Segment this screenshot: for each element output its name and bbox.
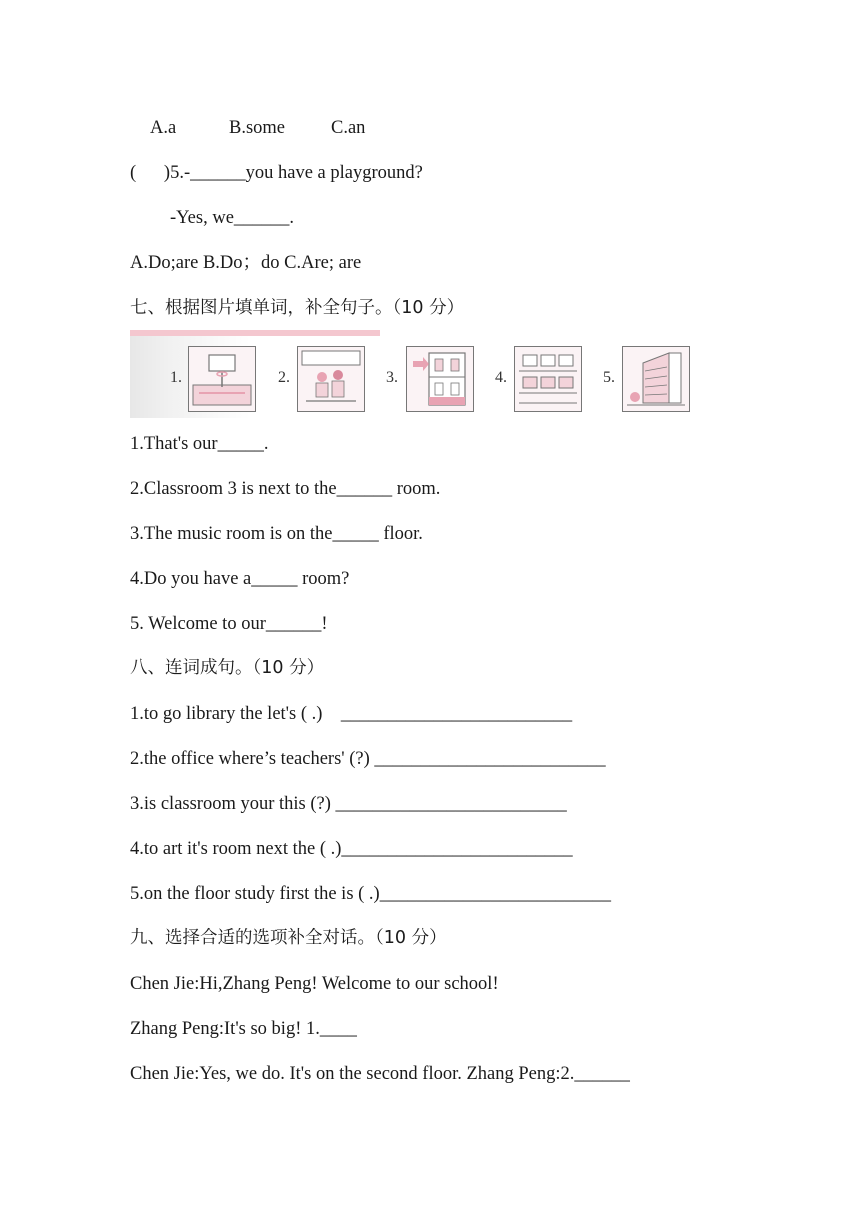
s7-sentence-3: 3.The music room is on the_____ floor. <box>130 524 423 544</box>
basketball-court-icon <box>188 346 256 412</box>
picture-strip <box>130 330 690 418</box>
s8-item-4: 4.to art it's room next the ( .)_________________________ <box>130 839 573 859</box>
s7-sentence-4: 4.Do you have a_____ room? <box>130 569 350 589</box>
s8-item-5: 5.on the floor study first the is ( .)_________________________ <box>130 884 611 904</box>
building-floor-icon <box>406 346 474 412</box>
s9-line-2: Zhang Peng:It's so big! 1.____ <box>130 1019 357 1039</box>
computer-room-icon <box>514 346 582 412</box>
s8-item-2: 2.the office where’s teachers' (?) _________________________ <box>130 749 606 769</box>
section8-heading: 八、连词成句。（10 分） <box>130 658 325 678</box>
s7-sentence-5: 5. Welcome to our______! <box>130 614 328 634</box>
s7-sentence-2: 2.Classroom 3 is next to the______ room. <box>130 479 441 499</box>
option-a: A.a <box>150 118 177 138</box>
s8-item-3: 3.is classroom your this (?) _________________________ <box>130 794 567 814</box>
picture-number-1: 1. <box>170 369 182 386</box>
section9-heading: 九、选择合适的选项补全对话。（10 分） <box>130 928 447 948</box>
school-building-icon <box>622 346 690 412</box>
q5-answer-line: -Yes, we______. <box>170 208 295 228</box>
cropped-header-bar <box>130 330 380 336</box>
q5-options: A.Do;are B.Do；do C.Are; are <box>130 253 362 273</box>
picture-number-3: 3. <box>386 369 398 386</box>
picture-number-5: 5. <box>603 369 615 386</box>
q5-question: ( )5.-______you have a playground? <box>130 163 423 183</box>
picture-number-4: 4. <box>495 369 507 386</box>
s9-line-1: Chen Jie:Hi,Zhang Peng! Welcome to our school! <box>130 974 499 994</box>
picture-number-2: 2. <box>278 369 290 386</box>
s8-item-1: 1.to go library the let's ( .) _________________________ <box>130 704 573 724</box>
option-c: C.an <box>331 118 366 138</box>
section7-heading: 七、根据图片填单词，补全句子。（10 分） <box>130 298 465 318</box>
option-b: B.some <box>229 118 286 138</box>
s9-line-3: Chen Jie:Yes, we do. It's on the second floor. Zhang Peng:2.______ <box>130 1064 630 1084</box>
s7-sentence-1: 1.That's our_____. <box>130 434 269 454</box>
classroom-students-icon <box>297 346 365 412</box>
